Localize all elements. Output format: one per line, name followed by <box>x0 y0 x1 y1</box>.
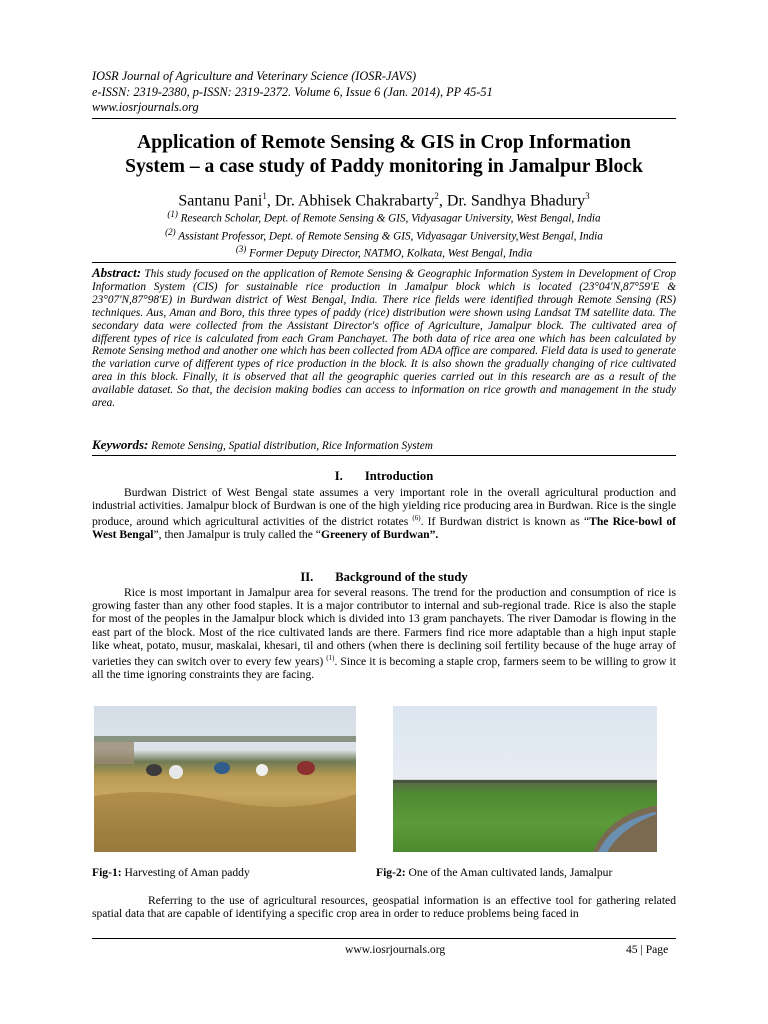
section-title: Background of the study <box>335 570 468 584</box>
bold-phrase: Greenery of Burdwan”. <box>320 528 439 542</box>
figure-label: Fig-2: <box>376 866 406 879</box>
affiliation-1 <box>84 208 684 226</box>
affiliation-text: Research Scholar, Dept. of Remote Sensing & GIS, Vidyasagar University, West Bengal, India <box>180 212 601 225</box>
author-sup: 3 <box>585 191 590 201</box>
citation-ref: (1) <box>326 654 335 663</box>
journal-header <box>92 69 692 116</box>
section-heading-introduction <box>84 469 684 484</box>
journal-issn: e-ISSN: 2319-2380, p-ISSN: 2319-2372. Volume 6, Issue 6 (Jan. 2014), PP 45-51 <box>92 84 493 99</box>
keywords-label: Keywords: <box>92 437 149 452</box>
affiliation-3 <box>84 243 684 261</box>
journal-name: IOSR Journal of Agriculture and Veterinary Science (IOSR-JAVS) <box>92 69 417 83</box>
abstract <box>92 267 676 410</box>
paper-title <box>84 131 684 179</box>
closing-paragraph: Referring to the use of agricultural resources, geospatial information is an effective tool for gathering related spatial data that are capable of identifying a specific crop area in order to reduce problems being faced in <box>92 894 676 921</box>
affiliations <box>84 208 684 261</box>
section-number: II. <box>300 570 314 584</box>
figure-2-caption <box>376 866 612 879</box>
journal-website[interactable]: www.iosrjournals.org <box>92 100 199 114</box>
author-name: Santanu Pani <box>178 192 263 210</box>
author-sup: 1 <box>262 191 267 201</box>
affiliation-2 <box>84 226 684 244</box>
introduction-paragraph <box>92 486 676 542</box>
affiliation-mark: (2) <box>165 226 176 237</box>
author-list: Santanu Pani$^1$, Dr. Abhisek Chakrabarty$^2$, Dr. Sandhya Bhadury$^3$ <box>178 191 590 210</box>
author-sup: 2 <box>434 191 439 201</box>
figure-label: Fig-1: <box>92 866 122 879</box>
background-paragraph <box>92 586 676 681</box>
page-number: 45 | Page <box>626 943 669 956</box>
figure-1-photo <box>94 706 356 852</box>
section-heading-background <box>84 570 684 585</box>
title-line-2: System – a case study of Paddy monitoring in Jamalpur Block <box>125 156 643 177</box>
abstract-text: This study focused on the application of Remote Sensing & Geographic Information System in Development of Crop Information System (CIS) for sustainable rice production in Jamalpur block which is located (23°04'N,87°59'E & 23°07'N,87°98'E) in Burdwan district of West Bengal, India. There rice fields were identified through Remote Sensing (RS) techniques. Aus, Aman and Boro, this three types of paddy (rice) distribution were shown using Landsat TM satellite data. The secondary data were collected from the Assistant Director's office of Agriculture, Jamalpur block. The cultivated area of different types of rice is calculated from each Gram Panchayet. The both data of rice area one which has been calculated by Remote Sensing method and another one which has been collected from ADA office are compared. Field data is used to generate the variation curve of different types of rice production in the block. It is also shown the gradually changing of rice cultivated area in this block. Finally, it is observed that all the geographic queries carried out in this research are as a result of the available dataset. So that, the decision making bodies can access to information on rice growth and management in the study area. <box>92 268 676 410</box>
para-text: Burdwan District of West Bengal state assumes a very important role in the overall agricultural production and industrial activities. Jamalpur block of Burdwan is one of the high yielding rice producing area in Burdwan. Rice is the single produce, around which agricultural activities of the district rotates <box>92 486 676 529</box>
para-text: Rice is most important in Jamalpur area for several reasons. The trend for the production and consumption of rice is growing faster than any other food staples. It is a major contributor to internal and sub-regional trade. Rice is also the staple for most of the peoples in the Jamalpur block which is divided into 13 gram panchayets. The river Damodar is flowing in the east part of the block. Most of the rice cultivated lands are there. Farmers find rice more adaptable than a high input staple like wheat, potato, musur, maskalai, khesari, til and others (when there is declining soil fertility because of the huge array of varieties they can switch over to every few years) <box>92 586 676 668</box>
affiliation-mark: (3) <box>235 244 247 255</box>
figure-1-caption <box>92 866 250 879</box>
figure-caption-text: One of the Aman cultivated lands, Jamalpur <box>408 866 613 879</box>
keywords <box>92 437 676 453</box>
header-divider <box>92 118 676 119</box>
para-text: . Since it is becoming a staple crop, farmers seem to be willing to grow it all the time ignoring constraints they are facing. <box>92 654 676 682</box>
para-text: . If Burdwan district is known as “ <box>420 515 590 529</box>
abstract-divider <box>92 262 676 263</box>
figure-2-photo <box>393 706 657 852</box>
keywords-text: Remote Sensing, Spatial distribution, Rice Information System <box>151 440 433 452</box>
author-name: Dr. Abhisek Chakrabarty <box>274 192 435 210</box>
citation-ref: (6) <box>412 514 421 523</box>
title-line-1: Application of Remote Sensing & GIS in Crop Information <box>137 132 631 153</box>
footer-divider <box>92 938 676 939</box>
section-number: I. <box>334 469 343 483</box>
footer-url[interactable]: www.iosrjournals.org <box>345 943 446 956</box>
para-text: ”, then Jamalpur is truly called the “ <box>153 528 321 542</box>
section-title: Introduction <box>364 469 434 483</box>
abstract-label: Abstract: <box>92 265 142 280</box>
bold-phrase: The Rice-bowl of West Bengal <box>92 515 676 542</box>
affiliation-text: Assistant Professor, Dept. of Remote Sensing & GIS, Vidyasagar University,West Bengal, India <box>178 230 603 243</box>
author-name: Dr. Sandhya Bhadury <box>446 192 586 210</box>
keywords-divider <box>92 455 676 456</box>
affiliation-text: Former Deputy Director, NATMO, Kolkata, West Bengal, India <box>249 248 533 261</box>
affiliation-mark: (1) <box>167 209 178 219</box>
figure-caption-text: Harvesting of Aman paddy <box>124 866 250 879</box>
